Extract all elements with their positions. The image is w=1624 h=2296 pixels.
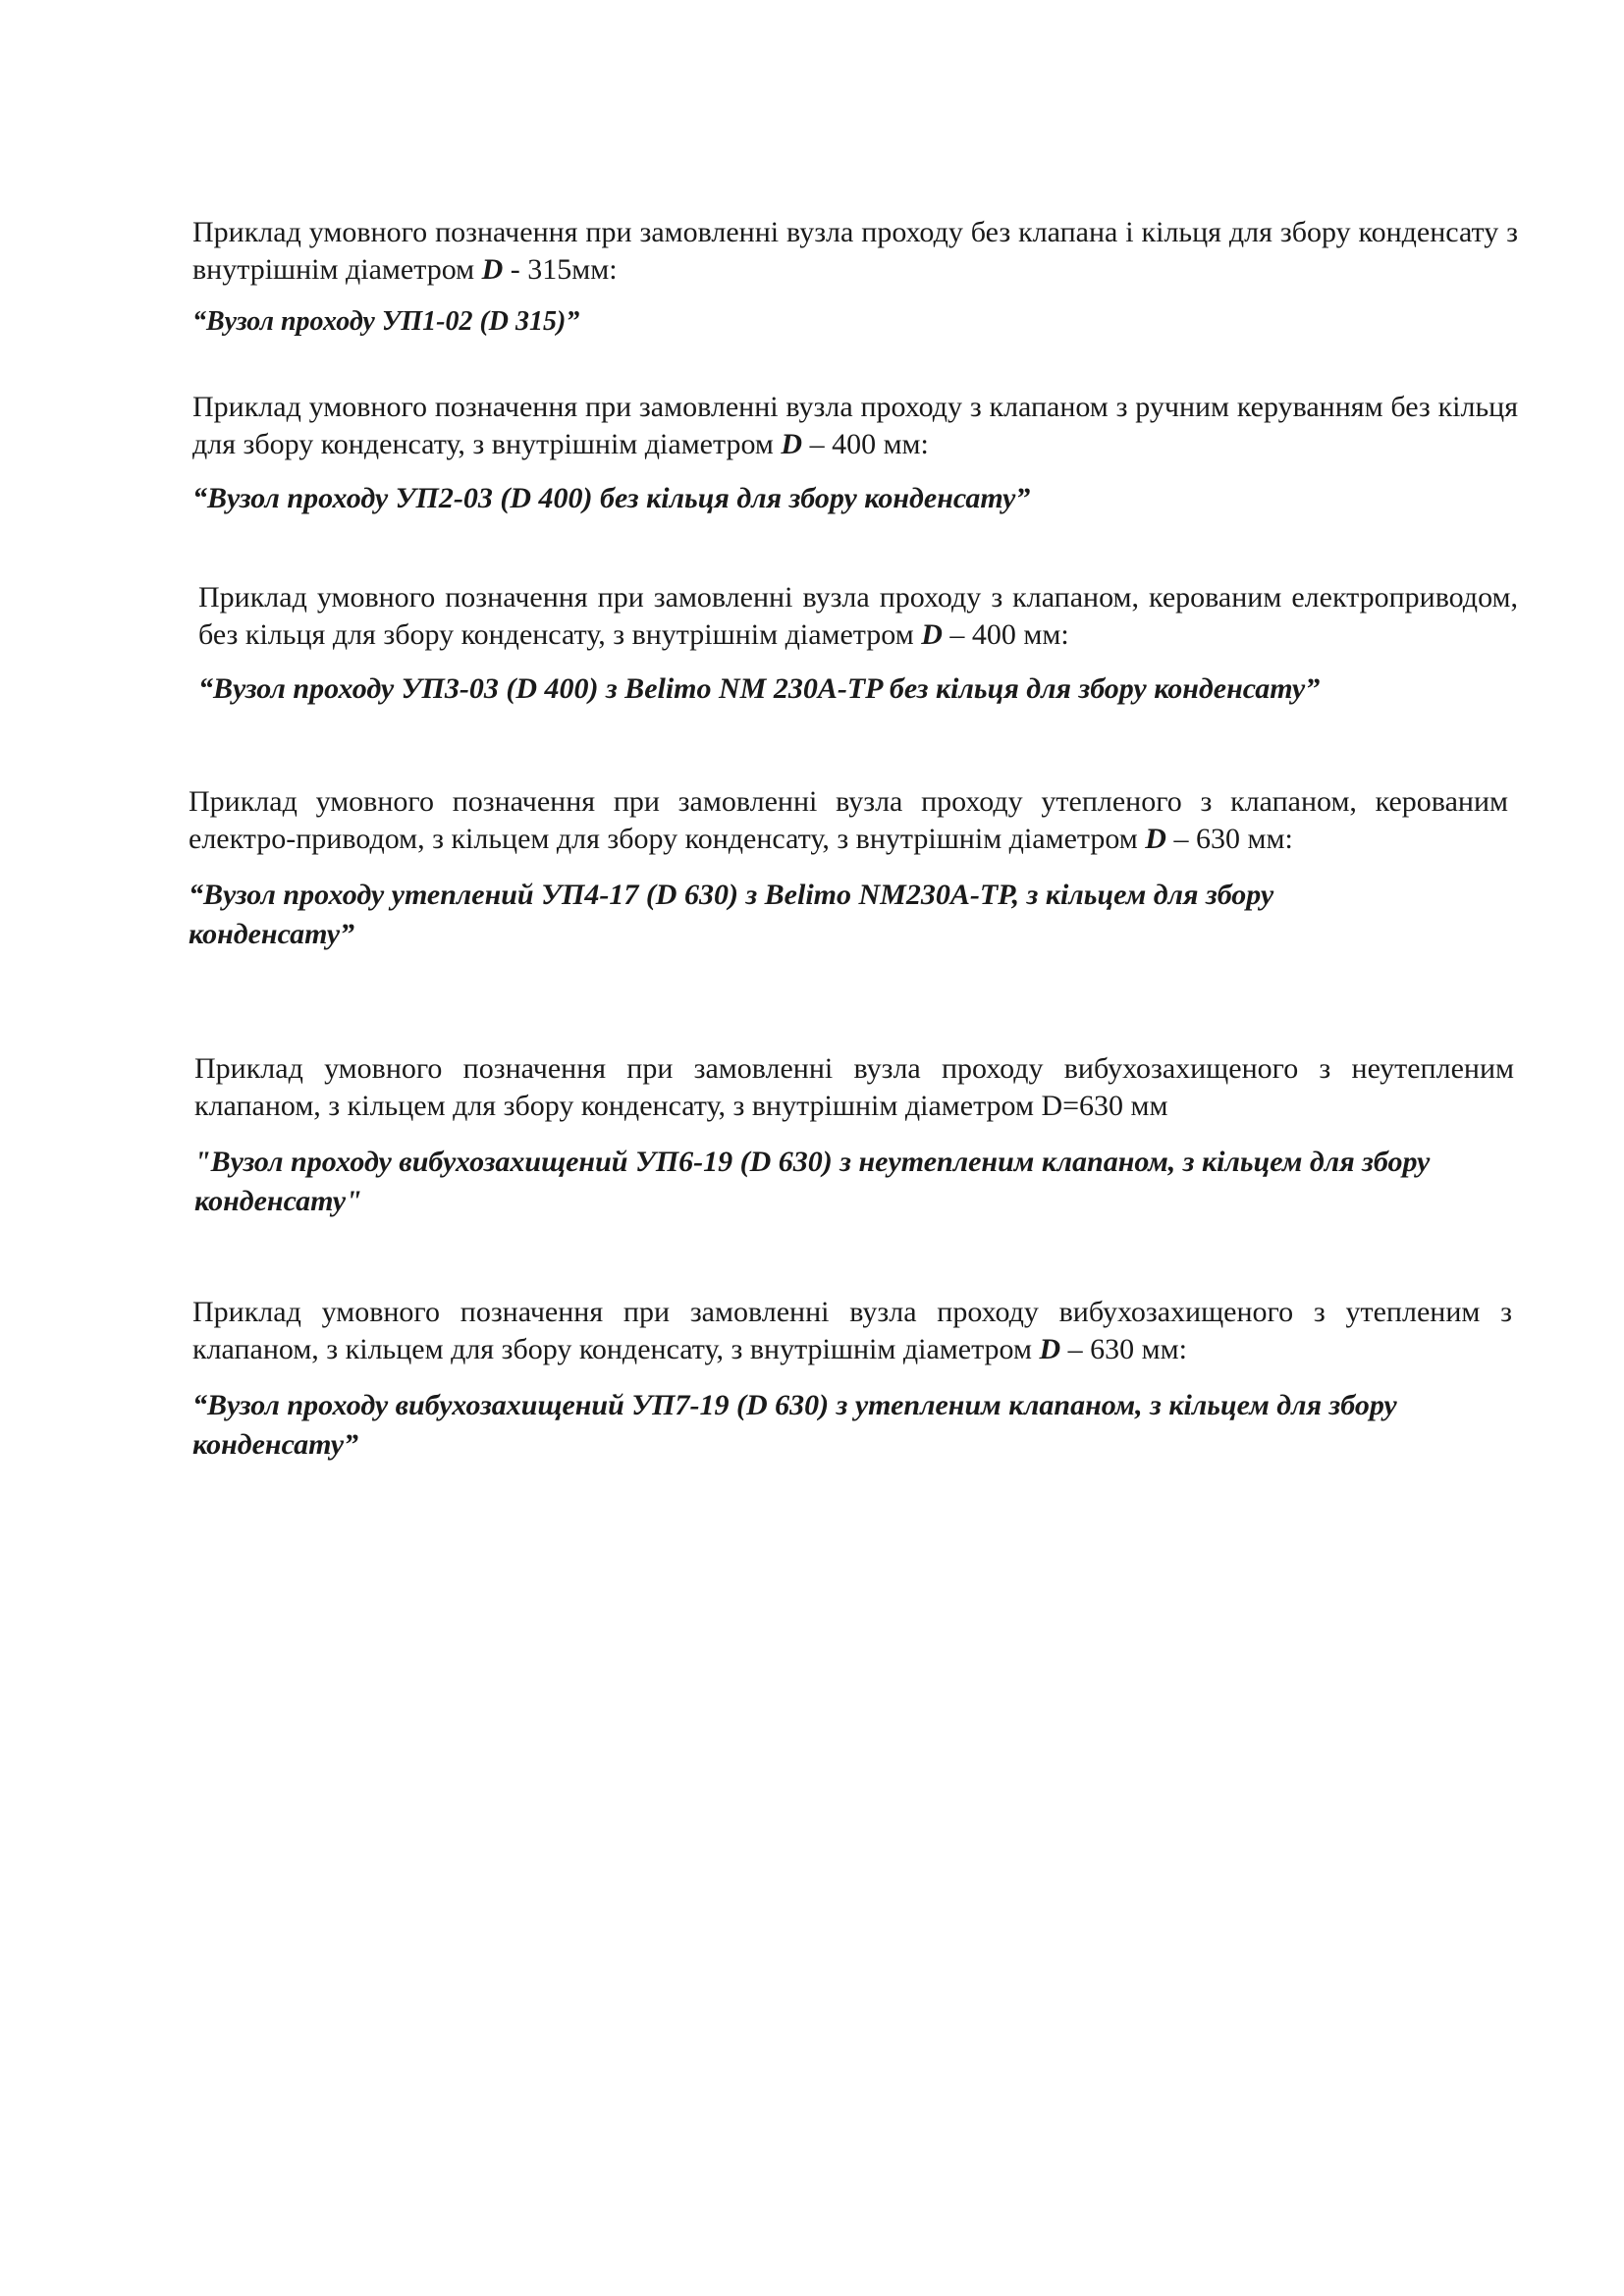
diameter-variable: D (921, 618, 943, 651)
example-designation: “Вузол проходу УП1-02 (D 315)” (192, 306, 580, 337)
example-designation: “Вузол проходу УП3-03 (D 400) з Belimo NM 230A-TP без кільця для збору конденсату” (198, 672, 1321, 705)
description-text: Приклад умовного позначення при замовленні вузла проходу з клапаном з ручним керуванням без кільця для збору конденсату, з внутрішнім діаметром (192, 391, 1518, 460)
example-designation: "Вузол проходу вибухозахищений УП6-19 (D 630) з неутепленим клапаном, з кільцем для збору конденсату" (194, 1146, 1431, 1217)
description-value: – 400 мм: (942, 618, 1069, 651)
description-text: Приклад умовного позначення при замовленні вузла проходу утепленого з клапаном, керованим електро-приводом, з кільцем для збору конденсату, з внутрішнім діаметром (189, 785, 1508, 855)
example-description (189, 783, 1508, 858)
example-designation: “Вузол проходу утеплений УП4-17 (D 630) з Belimo NM230A-TP, з кільцем для збору конденсату” (189, 879, 1274, 950)
description-text: Приклад умовного позначення при замовленні вузла проходу з клапаном, керованим електроприводом, без кільця для збору конденсату, з внутрішнім діаметром (198, 581, 1518, 651)
description-text: Приклад умовного позначення при замовленні вузла проходу вибухозахищеного з утепленим з клапаном, з кільцем для збору конденсату, з внутрішнім діаметром (192, 1296, 1512, 1365)
description-text: Приклад умовного позначення при замовленні вузла проходу вибухозахищеного з неутепленим клапаном, з кільцем для збору конденсату, з внутрішнім діаметром D=630 мм (194, 1052, 1514, 1122)
description-value: – 630 мм: (1165, 823, 1293, 855)
example-description (192, 1294, 1512, 1368)
example-block-6 (192, 1294, 1512, 1465)
example-description (194, 1050, 1514, 1125)
example-block-4 (189, 783, 1508, 954)
example-block-5 (194, 1050, 1514, 1221)
diameter-variable: D (481, 253, 504, 286)
example-description (192, 214, 1518, 289)
diameter-variable: D (1039, 1333, 1061, 1365)
example-block-2 (192, 389, 1518, 518)
description-value: - 315мм: (503, 253, 618, 286)
description-text: Приклад умовного позначення при замовленні вузла проходу без клапана і кільця для збору конденсату з внутрішнім діаметром (192, 216, 1518, 286)
example-description (192, 389, 1518, 463)
example-designation: “Вузол проходу вибухозахищений УП7-19 (D 630) з утепленим клапаном, з кільцем для збору конденсату” (192, 1389, 1397, 1461)
description-value: – 400 мм: (802, 428, 929, 460)
example-block-3 (198, 579, 1518, 709)
example-designation: “Вузол проходу УП2-03 (D 400) без кільця для збору конденсату” (192, 482, 1031, 514)
diameter-variable: D (781, 428, 803, 460)
description-value: – 630 мм: (1060, 1333, 1187, 1365)
diameter-variable: D (1145, 823, 1166, 855)
example-description (198, 579, 1518, 654)
example-block-1 (192, 214, 1518, 342)
